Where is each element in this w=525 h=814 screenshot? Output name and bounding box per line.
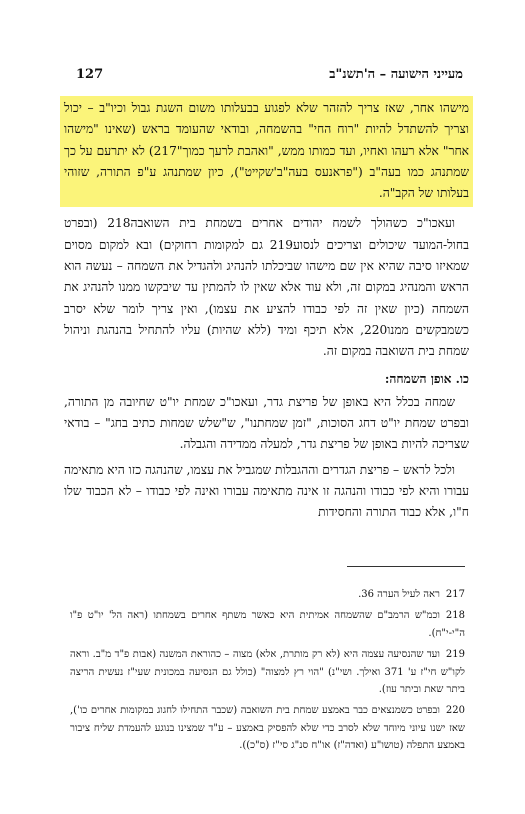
footnote-text: ועד שהנסיעה עצמה היא (לא רק מותרת, אלא) מצוה – כהוראת המשנה (אבות פ"ד מ"ב. וראה לקו"ש חי"ז ע' 371 ואילך. ושי"נ) "הוי רץ למצוה" (כולל גם הנסיעה במכונית שעי"ז נעשית הריצה ביתר שאת וביתר עוז). (70, 649, 465, 696)
footnote-text: וכמ"ש הרמב"ם שהשמחה אמיתית היא כאשר משתף אחרים בשמחתו (ראה הל' יו"ט פ"ו ה"י-י"ח). (70, 610, 465, 639)
footnote (70, 586, 465, 603)
highlighted-passage: מישהו אחר, שאז צריך להזהר שלא לפגוע בבעלותו משום השגת גבול וכיו"ב – יכול וצריך להשתדל להיות "רוח החי" בהשמחה, ובודאי שהעומד בראש (שאינו "מישהו אחר" אלא רעהו ואחיו, ועד כמותו ממש, "ואהבת לרעך כמוך"217) לא יתרעם על כך שמתנהג כמו בעה"ב ("פראנעס בעה"ב'שקייט"), כיון שמתנהג ע"פ התורה, שזוהי בעלותו של הקב"ה. (60, 96, 473, 207)
footnote-text: ובפרט כשמנצאים כבר באמצע שמחת בית השואבה (שכבר התחילו לחגוג במקומות אחרים כו'), שאז ישנו עיוני מיוחד שלא לסרב כדי שלא להפסיק באמצע – ע"ד שמצינו בנוגע להעמדת שליח ציבור באמצע התפלה (טושו"ע (ואדה"ז) או"ח סנ"ג סי"ז (ס"כ)). (70, 705, 465, 752)
running-title: מעייני הישועה – ה'תשנ"ב (329, 67, 463, 82)
footnote (70, 702, 465, 754)
footnote-number: 219 (445, 649, 465, 661)
footnote-divider (347, 566, 465, 567)
page-header (76, 64, 463, 84)
footnote-text: ראה לעיל הערה 36. (358, 589, 440, 600)
paragraph: שמחה בכלל היא באופן של פריצת גדר, ועאכו"כ שמחת יו"ט שחיובה מן התורה, ובפרט שמחת יו"ט דחג הסוכות, "זמן שמחתנו", ש"שלש שמחות כתיב בחג" – בודאי שצריכה להיות באופן של פריצת גדר, למעלה ממדידה והגבלה. (64, 394, 469, 452)
paragraph: ועאכו"כ כשהולך לשמח יהודים אחרים בשמחת בית השואבה218 (ובפרט בחול-המועד שיכולים וצריכים לנסוע219 גם למקומות רחוקים) ובא למקום מסוים שמאיזו סיבה שהיא אין שם מישהו שביכלתו להנהיג ולהגדיל את השמחה – נעשה הוא הראש והמנהיג במקום זה, ולא עוד אלא שאין לו להמתין עד שיבקשו ממנו להנהיג את השמחה (כיון שאין זה לפי כבודו להציע את עצמו), ואין צריך לומר שלא יסרב כשמבקשים ממנו220, אלא תיכף ומיד (ללא שהיות) עליו להתחיל בהנהגת וניהול שמחת בית השואבה במקום זה. (64, 216, 469, 359)
footnote (70, 607, 465, 642)
main-text (64, 96, 469, 528)
section-heading: כו. אופן השמחה: (384, 371, 469, 386)
footnote (70, 646, 465, 698)
footnote-number: 218 (445, 610, 465, 622)
page-number: 127 (76, 66, 104, 82)
footnote-number: 217 (445, 589, 465, 600)
footnotes (70, 586, 465, 759)
paragraph: ולכל לראש – פריצת הגדרים וההגבלות שמגביל את עצמו, שהנהגה כזו היא מתאימה עבורו והיא לפי כבודו והנהגה זו אינה מתאימה עבורו ואינה לפי כבודו – לא הכבוד שלו ח"ו, אלא כבוד התורה והחסידות (64, 462, 469, 520)
footnote-number: 220 (445, 705, 465, 717)
